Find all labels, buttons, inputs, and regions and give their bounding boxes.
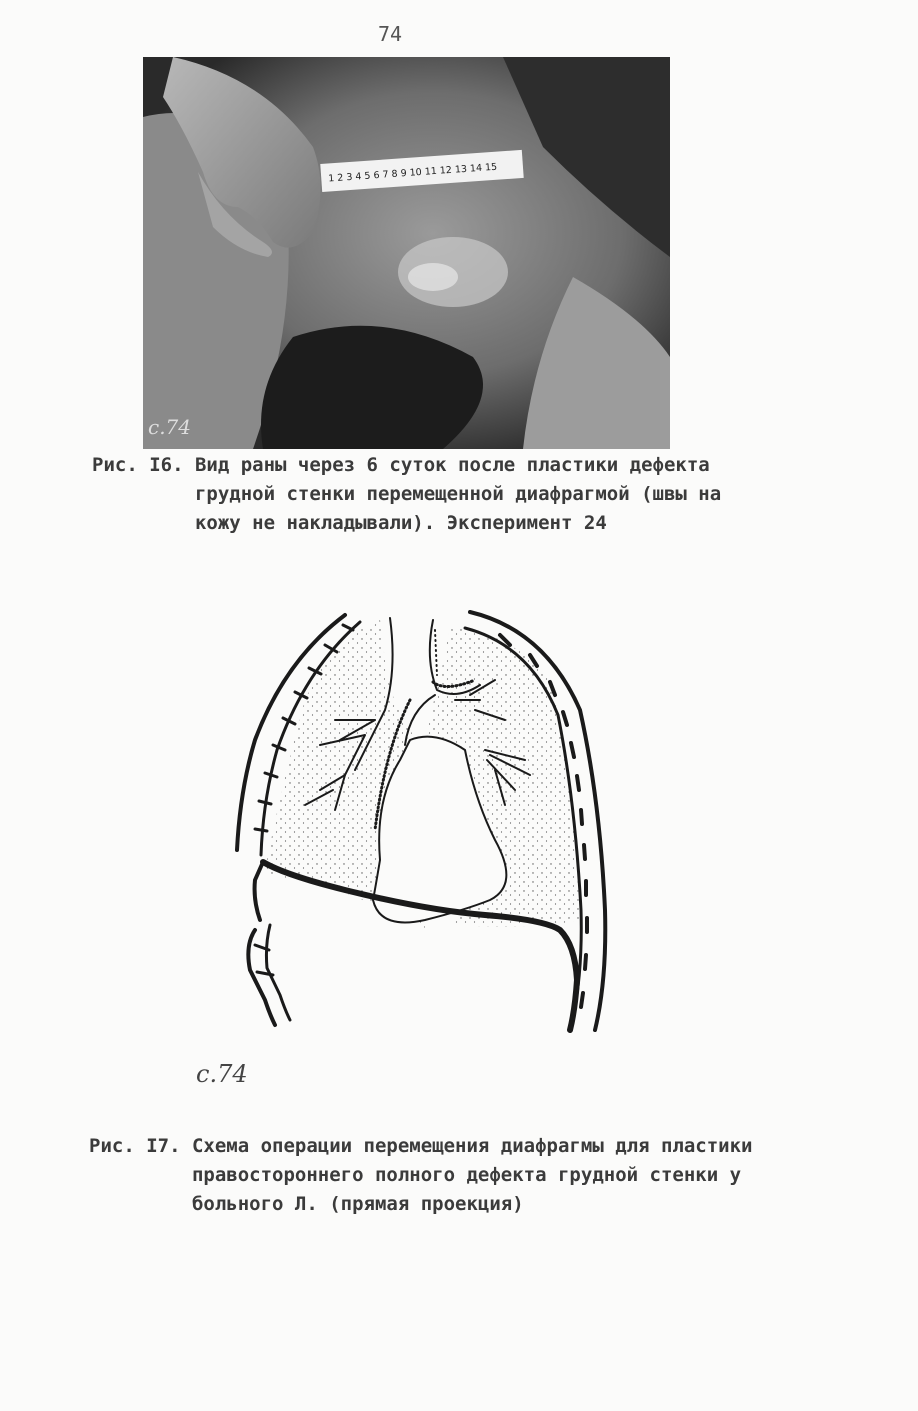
ruler-scale-label: 1 2 3 4 5 6 7 8 9 10 11 12 13 14 15 <box>327 161 498 185</box>
figure-17-caption <box>89 1132 752 1219</box>
caption-line: больного Л. (прямая проекция) <box>89 1193 524 1215</box>
chest-operation-diagram <box>225 600 625 1040</box>
figure-16-caption <box>92 451 721 538</box>
wound-photo <box>143 57 670 449</box>
photo-handwritten-note: с.74 <box>148 415 192 439</box>
page-number: 74 <box>377 22 403 46</box>
caption-line: грудной стенки перемещенной диафрагмой (швы на <box>92 483 722 505</box>
caption-line: правостороннего полного дефекта грудной стенки у <box>89 1164 742 1186</box>
caption-line: Рис. I7. Схема операции перемещения диафрагмы для пластики <box>89 1135 753 1157</box>
caption-line: кожу не накладывали). Эксперимент 24 <box>92 512 607 534</box>
handwritten-note: с.74 <box>196 1060 248 1088</box>
caption-line: Рис. I6. Вид раны через 6 суток после пластики дефекта <box>92 454 710 476</box>
